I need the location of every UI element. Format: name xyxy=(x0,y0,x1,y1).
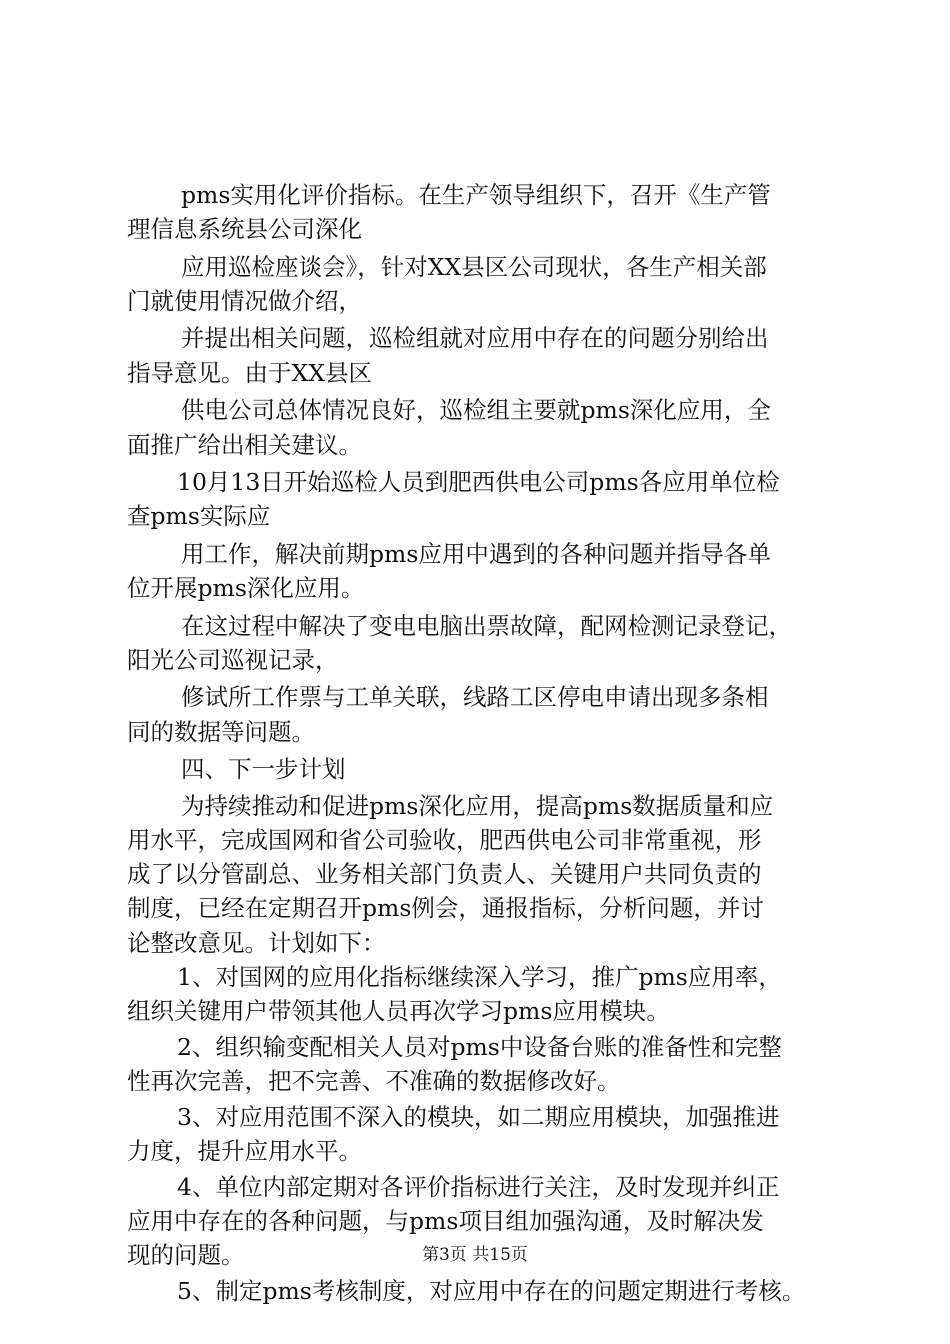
list-item: 2、组织输变配相关人员对pms中设备台账的准备性和完整 xyxy=(177,1033,782,1061)
list-item: 5、制定pms考核制度，对应用中存在的问题定期进行考核。 xyxy=(177,1277,806,1305)
text-line: 应用巡检座谈会》，针对XX县区公司现状，各生产相关部 xyxy=(181,253,767,281)
text-line: 应用中存在的各种问题，与pms项目组加强沟通，及时解决发 xyxy=(127,1207,764,1235)
text-line: 供电公司总体情况良好，巡检组主要就pms深化应用，全 xyxy=(181,396,771,424)
text-line: 指导意见。由于XX县区 xyxy=(127,359,372,387)
page-number-footer: 第3页 共15页 xyxy=(422,1245,528,1265)
text-line: 性再次完善，把不完善、不准确的数据修改好。 xyxy=(127,1067,621,1095)
list-item: 3、对应用范围不深入的模块，如二期应用模块，加强推进 xyxy=(177,1103,780,1131)
text-line: 10月13日开始巡检人员到肥西供电公司pms各应用单位检 xyxy=(177,468,780,496)
text-line: 同的数据等问题。 xyxy=(127,718,315,746)
text-line: pms实用化评价指标。在生产领导组织下，召开《生产管 xyxy=(181,181,771,209)
text-line: 理信息系统县公司深化 xyxy=(127,215,362,243)
text-line: 力度，提升应用水平。 xyxy=(127,1137,362,1165)
list-item: 1、对国网的应用化指标继续深入学习，推广pms应用率， xyxy=(177,963,782,991)
text-line: 在这过程中解决了变电电脑出票故障，配网检测记录登记， xyxy=(181,612,792,640)
text-line: 现的问题。 xyxy=(127,1241,245,1269)
text-line: 用工作，解决前期pms应用中遇到的各种问题并指导各单 xyxy=(181,540,771,568)
section-heading: 四、下一步计划 xyxy=(181,755,346,783)
text-line: 位开展pms深化应用。 xyxy=(127,574,365,602)
text-line: 组织关键用户带领其他人员再次学习pms应用模块。 xyxy=(127,997,670,1025)
text-line: 论整改意见。计划如下： xyxy=(127,929,386,957)
text-line: 查pms实际应 xyxy=(127,502,271,530)
text-line: 成了以分管副总、业务相关部门负责人、关键用户共同负责的 xyxy=(127,860,762,888)
text-line: 用水平，完成国网和省公司验收，肥西供电公司非常重视，形 xyxy=(127,826,762,854)
text-line: 制度，已经在定期召开pms例会，通报指标，分析问题，并讨 xyxy=(127,894,764,922)
text-line: 阳光公司巡视记录， xyxy=(127,646,339,674)
text-line: 门就使用情况做介绍， xyxy=(127,287,362,315)
text-line: 并提出相关问题，巡检组就对应用中存在的问题分别给出 xyxy=(181,324,769,352)
text-line: 修试所工作票与工单关联，线路工区停电申请出现多条相 xyxy=(181,683,769,711)
text-line: 为持续推动和促进pms深化应用，提高pms数据质量和应 xyxy=(181,792,774,820)
text-line: 面推广给出相关建议。 xyxy=(127,431,362,459)
list-item: 4、单位内部定期对各评价指标进行关注，及时发现并纠正 xyxy=(177,1173,780,1201)
